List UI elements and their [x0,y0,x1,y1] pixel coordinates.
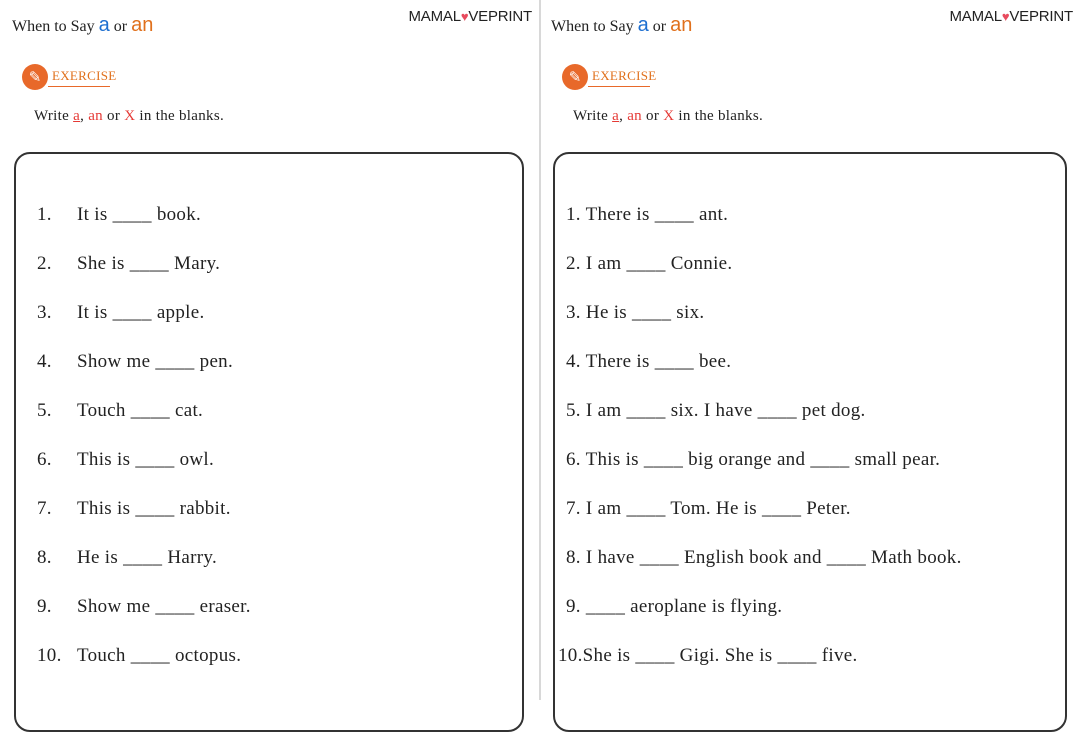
badge-label: EXERCISE [52,68,117,83]
title-a: a [98,14,110,36]
question-number: 2. [37,253,52,274]
instruction-text [34,108,224,125]
question-text: ____ aeroplane is flying. [585,596,783,617]
question-item [37,596,251,618]
question-number: 7. [566,498,581,519]
question-text: There is ____ ant. [585,204,729,225]
instr-an: an [627,108,642,124]
worksheet-page-right [541,0,1079,700]
instr-rest: in the blanks. [139,108,225,124]
logo-part-2: VEPRINT [468,8,532,25]
question-item [566,449,940,471]
question-text: He is ____ six. [585,302,705,323]
question-text: There is ____ bee. [585,351,732,372]
question-item [566,400,866,422]
question-item [37,204,201,226]
question-number: 10. [558,645,583,666]
question-number: 4. [37,351,52,372]
question-number: 3. [37,302,52,323]
question-number: 8. [566,547,581,568]
instr-x: X [663,108,675,124]
question-item [37,547,217,569]
question-number: 4. [566,351,581,372]
instr-or: or [646,108,660,124]
question-item [566,204,728,226]
question-number: 1. [566,204,581,225]
question-number: 5. [37,400,52,421]
instr-a: a [612,108,620,124]
question-number: 2. [566,253,581,274]
question-number: 6. [37,449,52,470]
instr-comma: , [619,108,624,124]
heart-icon: ♥ [460,9,469,24]
question-text: It is ____ book. [77,204,202,225]
worksheet-page-left [0,0,538,700]
question-number: 8. [37,547,52,568]
question-number: 10. [37,645,62,666]
instr-write: Write [573,108,609,124]
question-text: Touch ____ octopus. [77,645,242,666]
question-text: This is ____ owl. [77,449,215,470]
question-item [37,449,214,471]
question-item [566,547,962,569]
question-text: Show me ____ eraser. [77,596,251,617]
badge-underline [588,86,650,87]
brand-logo [409,8,533,25]
question-item [566,596,782,618]
question-item [37,498,231,520]
question-number: 5. [566,400,581,421]
question-text: He is ____ Harry. [77,547,218,568]
question-text: She is ____ Gigi. She is ____ five. [582,645,858,666]
question-text: I have ____ English book and ____ Math book. [585,547,962,568]
question-number: 9. [566,596,581,617]
question-text: I am ____ Connie. [585,253,733,274]
page-title [551,14,692,37]
question-item [566,498,851,520]
logo-part-1: MAMAL [949,8,1002,25]
question-text: I am ____ six. I have ____ pet dog. [585,400,866,421]
question-text: Touch ____ cat. [77,400,204,421]
badge-underline [48,86,110,87]
logo-part-1: MAMAL [408,8,461,25]
pencil-icon: ✎ [562,64,588,90]
title-prefix: When to Say [551,18,634,35]
question-item [566,302,704,324]
question-item [37,400,203,422]
question-number: 1. [37,204,52,225]
question-text: Show me ____ pen. [77,351,234,372]
instr-comma: , [80,108,85,124]
instr-a: a [73,108,81,124]
title-an: an [131,14,154,36]
question-item [37,645,241,667]
question-text: It is ____ apple. [77,302,205,323]
title-prefix: When to Say [12,18,95,35]
instr-x: X [124,108,136,124]
instruction-text [573,108,763,125]
instr-rest: in the blanks. [678,108,764,124]
title-or: or [113,18,128,35]
question-item [37,302,205,324]
question-text: I am ____ Tom. He is ____ Peter. [585,498,851,519]
badge-label: EXERCISE [592,68,657,83]
question-text: This is ____ big orange and ____ small pear. [585,449,941,470]
heart-icon: ♥ [1001,9,1010,24]
page-title [12,14,153,37]
question-number: 6. [566,449,581,470]
question-text: She is ____ Mary. [77,253,221,274]
title-a: a [637,14,649,36]
title-an: an [670,14,693,36]
brand-logo [950,8,1074,25]
logo-part-2: VEPRINT [1009,8,1073,25]
question-item [566,351,731,373]
question-number: 9. [37,596,52,617]
question-item [37,351,233,373]
instr-write: Write [34,108,70,124]
title-or: or [652,18,667,35]
question-number: 7. [37,498,52,519]
question-item [37,253,220,275]
instr-or: or [107,108,121,124]
pencil-icon: ✎ [22,64,48,90]
instr-an: an [88,108,103,124]
question-item [566,253,732,275]
question-number: 3. [566,302,581,323]
question-item [558,645,858,667]
question-text: This is ____ rabbit. [77,498,231,519]
